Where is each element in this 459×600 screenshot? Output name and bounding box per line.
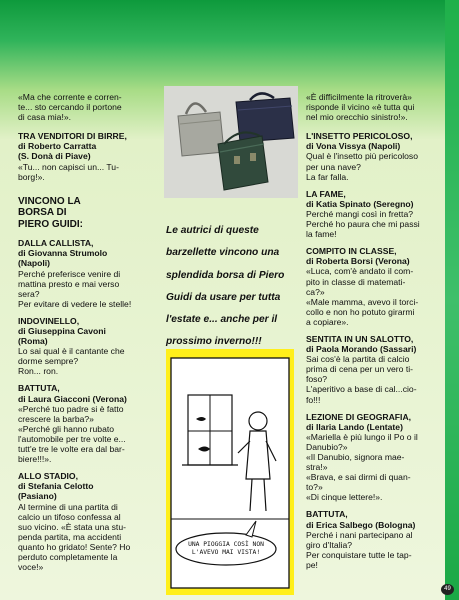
joke-place: (Pasiano) bbox=[18, 491, 57, 502]
winners-heading bbox=[18, 196, 158, 231]
joke-author: di Stefania Celotto bbox=[18, 481, 94, 492]
text-line: la fame! bbox=[306, 229, 337, 240]
text-line: a copiare». bbox=[306, 316, 349, 327]
intro-block bbox=[306, 92, 444, 122]
joke-title: TRA VENDITORI DI BIRRE, bbox=[18, 131, 127, 142]
text-line: di casa mia!». bbox=[18, 112, 72, 123]
joke-battuta-2 bbox=[306, 509, 444, 570]
joke-author: di Vona Vissya (Napoli) bbox=[306, 141, 401, 152]
text-line: dorme sempre? bbox=[18, 356, 79, 367]
caption-line: l'estate e... anche per il bbox=[166, 313, 278, 325]
text-line: voce!» bbox=[18, 562, 44, 573]
joke-place: (Roma) bbox=[18, 336, 48, 347]
joke-title: LA FAME, bbox=[306, 188, 346, 199]
joke-title: BATTUTA, bbox=[306, 509, 348, 520]
text-line: L'aperitivo a base di cal...cio- bbox=[306, 384, 417, 395]
joke-author: di Roberta Borsi (Verona) bbox=[306, 256, 410, 267]
text-line: «Luca, com'è andato il com- bbox=[306, 266, 414, 277]
text-line: prima di cena per un vero ti- bbox=[306, 364, 413, 375]
joke-geografia bbox=[306, 412, 444, 503]
text-line: Perché preferisce venire di bbox=[18, 268, 121, 279]
joke-title: BATTUTA, bbox=[18, 383, 60, 394]
joke-author: di Katia Spinato (Seregno) bbox=[306, 198, 414, 209]
text-line: Ron... ron. bbox=[18, 366, 59, 377]
joke-title: ALLO STADIO, bbox=[18, 471, 78, 482]
heading-line: PIERO GUIDI: bbox=[18, 218, 84, 230]
text-line: biere!!!». bbox=[18, 454, 52, 465]
joke-author: di Ilaria Lando (Lentate) bbox=[306, 421, 403, 432]
text-line: calcio un tifoso confessa al bbox=[18, 511, 121, 522]
caption-line: prossimo inverno!!! bbox=[166, 336, 262, 348]
text-line: Perché ho paura che mi passi bbox=[306, 219, 420, 230]
text-line: foso? bbox=[306, 374, 328, 385]
text-line: Lo sai qual è il cantante che bbox=[18, 346, 125, 357]
heading-line: VINCONO LA bbox=[18, 195, 81, 207]
text-line: perduto completamente la bbox=[18, 551, 118, 562]
text-line: borg!». bbox=[18, 171, 45, 182]
text-line: Al termine di una partita di bbox=[18, 501, 118, 512]
left-column bbox=[18, 92, 158, 579]
joke-title: DALLA CALLISTA, bbox=[18, 238, 94, 249]
speech-line: UNA PIOGGIA COSÌ NON bbox=[188, 541, 264, 548]
heading-line: BORSA DI bbox=[18, 207, 67, 219]
joke-compito bbox=[306, 246, 444, 327]
joke-author: di Paola Morando (Sassari) bbox=[306, 344, 417, 355]
bags-illustration bbox=[164, 86, 298, 198]
text-line: La far falla. bbox=[306, 171, 349, 182]
text-line: Per conquistare tutte le tap- bbox=[306, 549, 412, 560]
joke-indovinello bbox=[18, 316, 158, 377]
cartoon-panel bbox=[166, 349, 294, 595]
text-line: Danubio?» bbox=[306, 441, 348, 452]
text-line: «Tu... non capisci un... Tu- bbox=[18, 161, 119, 172]
cartoon-drawing bbox=[166, 349, 294, 595]
text-line: sera? bbox=[18, 288, 40, 299]
caption-line: Guidi da usare per tutta bbox=[166, 291, 281, 303]
text-line: suo vicino. «È stata una stu- bbox=[18, 521, 126, 532]
text-line: «Male mamma, avevo il torci- bbox=[306, 296, 419, 307]
joke-battuta bbox=[18, 383, 158, 464]
text-line: collo e non ho potuto girarmi bbox=[306, 306, 415, 317]
text-line: ca?» bbox=[306, 286, 325, 297]
text-line: «Di cinque lettere!». bbox=[306, 492, 383, 503]
joke-author: di Laura Giacconi (Verona) bbox=[18, 393, 127, 404]
text-line: Qual è l'insetto più pericoloso bbox=[306, 151, 418, 162]
text-line: penda partita, ma accidenti bbox=[18, 531, 122, 542]
caption-line: barzellette vincono una bbox=[166, 247, 280, 259]
joke-place: (S. Donà di Piave) bbox=[18, 151, 91, 162]
speech-bubble bbox=[176, 541, 276, 557]
joke-author: di Roberto Carratta bbox=[18, 141, 97, 152]
joke-author: di Giovanna Strumolo bbox=[18, 248, 108, 259]
text-line: quanto ho gridato! Sente? Ho bbox=[18, 541, 131, 552]
text-line: mattina presto e mai verso bbox=[18, 278, 120, 289]
text-line: giro d'Italia? bbox=[306, 539, 353, 550]
text-line: «Ma che corrente e corren- bbox=[18, 92, 122, 102]
text-line: «Perché tuo padre si è fatto bbox=[18, 403, 124, 414]
joke-insetto bbox=[306, 131, 444, 181]
joke-fame bbox=[306, 189, 444, 239]
text-line: fo!!! bbox=[306, 394, 321, 405]
text-line: per una nave? bbox=[306, 161, 361, 172]
text-line: Perché mangi così in fretta? bbox=[306, 208, 413, 219]
joke-callista bbox=[18, 238, 158, 309]
page-number: 49 bbox=[441, 584, 454, 595]
joke-title: COMPITO IN CLASSE, bbox=[306, 246, 397, 257]
text-line: pe! bbox=[306, 559, 318, 570]
text-line: pito in classe di matemati- bbox=[306, 276, 406, 287]
prize-caption bbox=[166, 215, 298, 358]
joke-author: di Giuseppina Cavoni bbox=[18, 326, 106, 336]
text-line: «Mariella è più lungo il Po o il bbox=[306, 431, 418, 442]
text-line: Per evitare di vedere le stelle! bbox=[18, 298, 132, 309]
text-line: nel mio orecchio sinistro!». bbox=[306, 112, 408, 123]
text-line: «Il Danubio, signora mae- bbox=[306, 452, 405, 462]
joke-place: (Napoli) bbox=[18, 258, 50, 269]
text-line: Perché i nani partecipano al bbox=[306, 529, 413, 540]
caption-line: Le autrici di queste bbox=[166, 225, 259, 237]
joke-birre bbox=[18, 131, 158, 181]
right-column bbox=[306, 92, 444, 577]
text-line: tutt'e tre le volte era dal bar- bbox=[18, 444, 125, 455]
joke-title: INDOVINELLO, bbox=[18, 315, 80, 326]
joke-title: LEZIONE DI GEOGRAFIA, bbox=[306, 411, 412, 422]
text-line: «È difficilmente la ritroverà» bbox=[306, 92, 412, 102]
text-line: crescere la barba?» bbox=[18, 413, 94, 424]
text-line: «Brava, e sai dirmi di quan- bbox=[306, 472, 411, 483]
intro-block bbox=[18, 92, 158, 122]
caption-line: splendida borsa di Piero bbox=[166, 269, 285, 281]
text-line: Sai cos'è la partita di calcio bbox=[306, 354, 410, 365]
text-line: te... sto cercando il portone bbox=[18, 102, 122, 113]
text-line: risponde il vicino «è tutta qui bbox=[306, 102, 415, 113]
joke-title: L'INSETTO PERICOLOSO, bbox=[306, 131, 413, 142]
text-line: stra!» bbox=[306, 462, 328, 473]
speech-line: L'AVEVO MAI VISTA! bbox=[191, 549, 261, 556]
joke-stadio bbox=[18, 471, 158, 572]
joke-salotto bbox=[306, 334, 444, 405]
text-line: l'automobile per tre volte e... bbox=[18, 433, 126, 444]
right-edge-band bbox=[445, 0, 459, 600]
text-line: to?» bbox=[306, 482, 323, 493]
bags-photo bbox=[164, 86, 298, 198]
text-line: «Perché gli hanno rubato bbox=[18, 423, 115, 434]
joke-title: SENTITA IN UN SALOTTO, bbox=[306, 333, 414, 344]
joke-author: di Erica Salbego (Bologna) bbox=[306, 519, 416, 530]
